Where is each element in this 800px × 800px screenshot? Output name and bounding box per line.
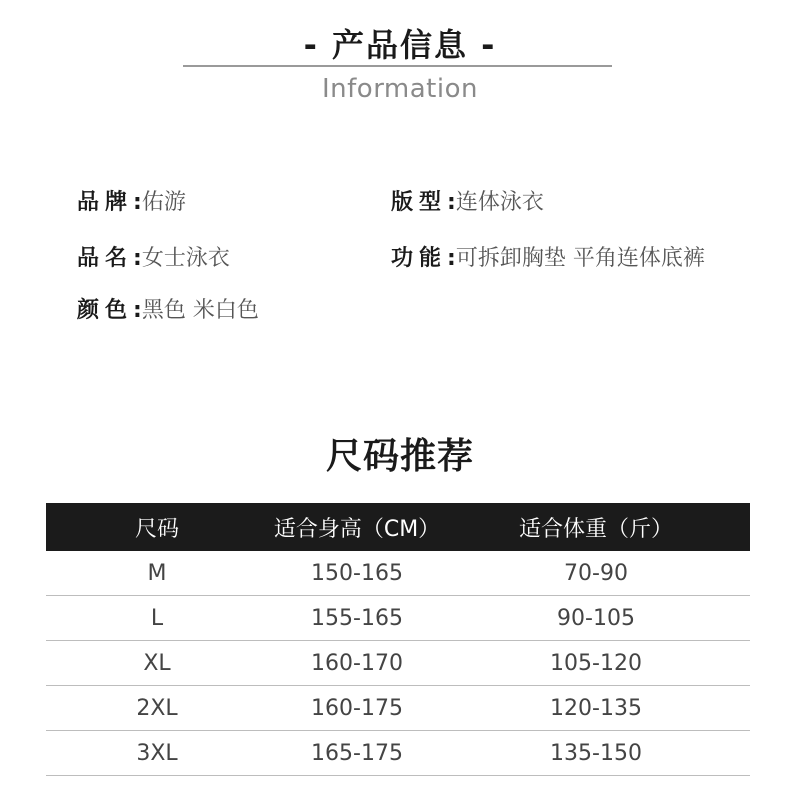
cell-weight: 90-105 bbox=[557, 605, 635, 631]
cell-weight: 70-90 bbox=[564, 560, 628, 586]
info-row-name bbox=[77, 244, 230, 274]
info-label: 品名 bbox=[77, 246, 134, 271]
title-divider bbox=[183, 65, 612, 67]
cell-height: 150-165 bbox=[311, 560, 403, 586]
table-row bbox=[46, 551, 750, 596]
info-label: 功能 bbox=[391, 246, 448, 271]
cell-weight: 105-120 bbox=[550, 650, 642, 676]
cell-size: 3XL bbox=[136, 740, 178, 766]
table-row bbox=[46, 596, 750, 641]
size-guide-title: 尺码推荐 bbox=[325, 436, 474, 477]
info-colon: : bbox=[447, 246, 456, 271]
info-value: 连体泳衣 bbox=[455, 190, 544, 215]
info-colon: : bbox=[133, 190, 142, 215]
info-colon: : bbox=[447, 190, 456, 215]
info-value: 可拆卸胸垫 平角连体底裤 bbox=[455, 246, 705, 271]
cell-height: 160-170 bbox=[311, 650, 403, 676]
header-height: 适合身高（CM） bbox=[273, 516, 441, 542]
cell-weight: 120-135 bbox=[550, 695, 642, 721]
info-value: 黑色 米白色 bbox=[141, 298, 259, 323]
header-weight: 适合体重（斤） bbox=[518, 516, 673, 542]
table-row bbox=[46, 641, 750, 686]
info-row-color bbox=[77, 296, 259, 326]
info-label: 品牌 bbox=[77, 190, 134, 215]
info-value: 佑游 bbox=[141, 190, 186, 215]
cell-weight: 135-150 bbox=[550, 740, 642, 766]
info-label: 颜色 bbox=[77, 298, 134, 323]
info-row-fit bbox=[391, 188, 544, 218]
size-table bbox=[46, 503, 750, 776]
cell-height: 160-175 bbox=[311, 695, 403, 721]
info-row-function bbox=[391, 244, 705, 274]
product-info-title: - 产品信息 - bbox=[303, 26, 497, 64]
cell-height: 155-165 bbox=[311, 605, 403, 631]
info-label: 版型 bbox=[391, 190, 448, 215]
table-row bbox=[46, 686, 750, 731]
size-table-header bbox=[46, 503, 750, 551]
cell-size: 2XL bbox=[136, 695, 178, 721]
cell-size: L bbox=[150, 605, 164, 631]
info-colon: : bbox=[133, 246, 142, 271]
cell-size: XL bbox=[143, 650, 171, 676]
cell-size: M bbox=[147, 560, 167, 586]
info-value: 女士泳衣 bbox=[141, 246, 230, 271]
info-colon: : bbox=[133, 298, 142, 323]
table-row bbox=[46, 731, 750, 776]
header-size: 尺码 bbox=[134, 516, 179, 542]
product-info-subtitle: Information bbox=[321, 74, 478, 104]
cell-height: 165-175 bbox=[311, 740, 403, 766]
info-row-brand bbox=[77, 188, 186, 218]
